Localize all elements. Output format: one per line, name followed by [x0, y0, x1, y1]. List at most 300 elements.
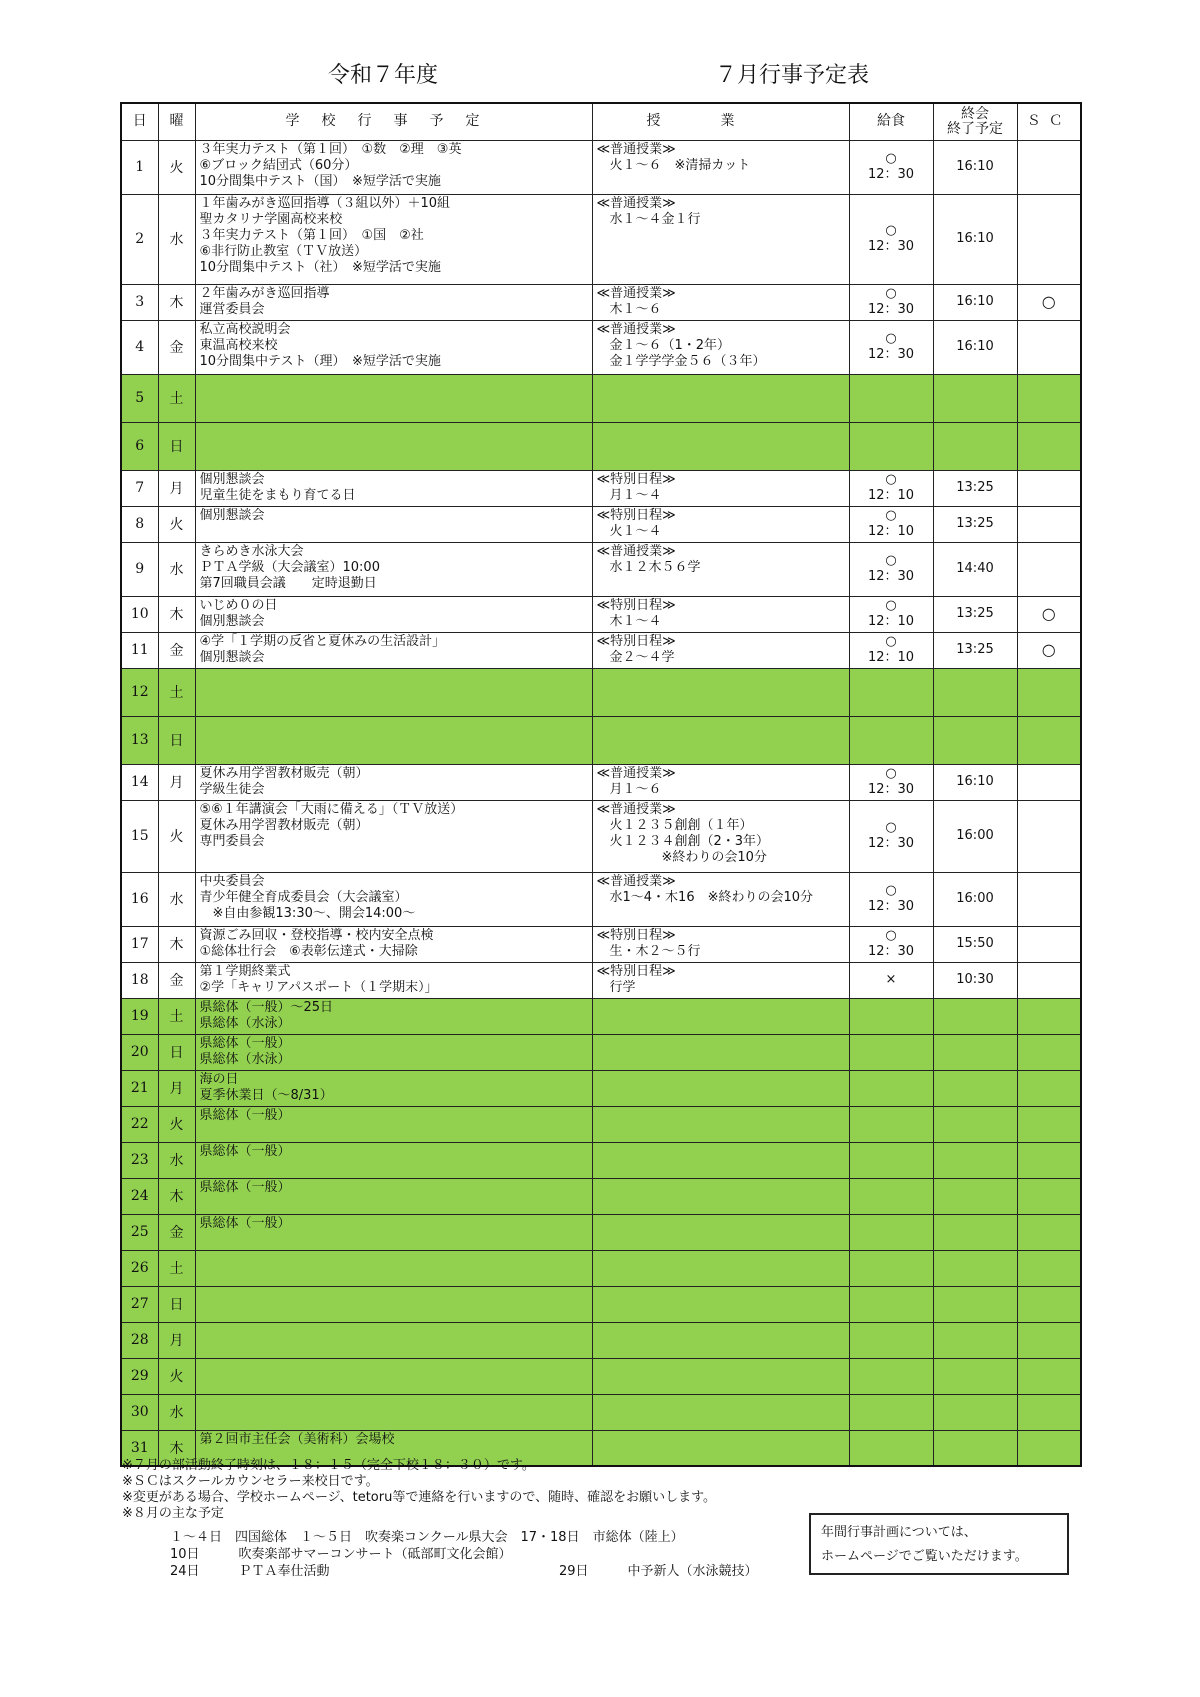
classes-cell — [592, 284, 849, 320]
day-number: 5 — [121, 374, 158, 422]
lunch-cell — [849, 1214, 933, 1250]
event-line: 県総体（一般）～25日 — [199, 999, 334, 1015]
lunch-line: ○ — [885, 508, 897, 523]
class-line: 火１２３５創創（１年） — [596, 817, 753, 833]
sc-cell — [1017, 1034, 1081, 1070]
event-line: １年歯みがき巡回指導（３組以外）＋10組 — [199, 195, 451, 211]
sc-cell — [1017, 800, 1081, 872]
day-of-week: 火 — [158, 800, 195, 872]
classes-cell — [592, 1070, 849, 1106]
header-day: 日 — [121, 103, 158, 140]
school-year-title: 令和７年度 — [328, 63, 439, 88]
lunch-cell — [849, 668, 933, 716]
end-time-cell — [933, 1034, 1017, 1070]
event-line: 10分間集中テスト（理） ※短学活で実施 — [199, 353, 441, 369]
day-of-week: 月 — [158, 1322, 195, 1358]
class-line: 火１２３４創創（2・3年） — [596, 833, 770, 849]
event-line: 県総体（一般） — [199, 1035, 291, 1051]
header-lunch: 給食 — [849, 103, 933, 140]
class-line: 生・木２～５行 — [596, 943, 701, 959]
classes-cell — [592, 1394, 849, 1430]
day-number: 3 — [121, 284, 158, 320]
end-time-cell: 13:25 — [933, 506, 1017, 542]
classes-cell — [592, 1178, 849, 1214]
end-time-cell — [933, 374, 1017, 422]
class-line: ≪特別日程≫ — [596, 471, 676, 487]
sc-cell — [1017, 926, 1081, 962]
lunch-line: 12：30 — [867, 944, 915, 959]
lunch-cell — [849, 1430, 933, 1466]
class-line: ≪特別日程≫ — [596, 633, 676, 649]
event-line: ２年歯みがき巡回指導 — [199, 285, 330, 301]
header-end-line2: 終了予定 — [947, 120, 1003, 137]
events-cell — [195, 1070, 592, 1106]
classes-cell — [592, 1106, 849, 1142]
lunch-cell — [849, 194, 933, 284]
events-cell — [195, 926, 592, 962]
classes-cell — [592, 998, 849, 1034]
day-of-week: 月 — [158, 1070, 195, 1106]
event-line: ※自由参観13:30～、開会14:00～ — [199, 905, 416, 921]
event-line: 児童生徒をまもり育てる日 — [199, 487, 356, 503]
lunch-cell — [849, 1106, 933, 1142]
event-line: ①総体壮行会 ⑥表彰伝達式・大掃除 — [199, 943, 418, 959]
day-of-week: 月 — [158, 470, 195, 506]
sc-cell — [1017, 872, 1081, 926]
day-of-week: 土 — [158, 374, 195, 422]
end-time-cell — [933, 1178, 1017, 1214]
events-cell — [195, 1250, 592, 1286]
class-line: ≪特別日程≫ — [596, 963, 676, 979]
event-line: 中央委員会 — [199, 873, 265, 889]
class-line: ≪普通授業≫ — [596, 141, 676, 157]
day-number: 4 — [121, 320, 158, 374]
header-end-time — [933, 103, 1017, 140]
homepage-info-box — [809, 1513, 1069, 1575]
classes-cell — [592, 422, 849, 470]
day-of-week: 日 — [158, 1034, 195, 1070]
sc-cell — [1017, 962, 1081, 998]
day-number: 7 — [121, 470, 158, 506]
sc-cell — [1017, 716, 1081, 764]
sc-cell — [1017, 668, 1081, 716]
classes-cell — [592, 632, 849, 668]
end-time-cell — [933, 1286, 1017, 1322]
lunch-line: 12：30 — [867, 782, 915, 797]
day-of-week: 金 — [158, 320, 195, 374]
event-line: 10分間集中テスト（社） ※短学活で実施 — [199, 259, 441, 275]
lunch-line: ○ — [885, 820, 897, 835]
sc-cell — [1017, 1106, 1081, 1142]
event-line: 夏季休業日（～8/31） — [199, 1087, 333, 1103]
event-line: 東温高校来校 — [199, 337, 278, 353]
lunch-line: ○ — [885, 883, 897, 898]
day-of-week: 水 — [158, 1394, 195, 1430]
day-of-week: 金 — [158, 1214, 195, 1250]
classes-cell — [592, 716, 849, 764]
event-line: 県総体（水泳） — [199, 1015, 291, 1031]
class-line: ≪普通授業≫ — [596, 321, 676, 337]
classes-cell — [592, 1286, 849, 1322]
table-row — [121, 1250, 1081, 1286]
lunch-cell — [849, 800, 933, 872]
sc-cell — [1017, 194, 1081, 284]
class-line: 金１学学学金５６（３年） — [596, 353, 766, 369]
august-plan-item: 24日 ＰＴＡ奉仕活動 — [170, 1564, 330, 1579]
table-row — [121, 596, 1081, 632]
events-cell — [195, 800, 592, 872]
sc-cell — [1017, 422, 1081, 470]
day-number: 11 — [121, 632, 158, 668]
class-line: ≪特別日程≫ — [596, 927, 676, 943]
end-time-cell: 13:25 — [933, 470, 1017, 506]
footnote: ※７月の部活動終了時刻は、１８：１５（完全下校１８：３０）です。 — [122, 1458, 535, 1473]
event-line: 県総体（一般） — [199, 1107, 291, 1123]
sc-cell: ○ — [1017, 632, 1081, 668]
table-row — [121, 998, 1081, 1034]
lunch-line: 12：30 — [867, 899, 915, 914]
day-of-week: 火 — [158, 506, 195, 542]
end-time-cell: 15:50 — [933, 926, 1017, 962]
end-time-cell — [933, 422, 1017, 470]
events-cell — [195, 1214, 592, 1250]
events-cell — [195, 1358, 592, 1394]
events-cell — [195, 1394, 592, 1430]
lunch-cell — [849, 1070, 933, 1106]
lunch-line: 12：30 — [867, 167, 915, 182]
lunch-cell — [849, 716, 933, 764]
class-line: 月１～６ — [596, 781, 662, 797]
lunch-line: ○ — [885, 634, 897, 649]
lunch-line: 12：10 — [867, 650, 915, 665]
day-of-week: 日 — [158, 422, 195, 470]
day-number: 13 — [121, 716, 158, 764]
day-number: 29 — [121, 1358, 158, 1394]
header-events: 学校行事予定 — [195, 103, 592, 140]
lunch-line: 12：30 — [867, 569, 915, 584]
lunch-line: 12：30 — [867, 239, 915, 254]
schedule-table — [120, 102, 1082, 1467]
day-of-week: 土 — [158, 668, 195, 716]
event-line: 夏休み用学習教材販売（朝） — [199, 817, 369, 833]
day-number: 28 — [121, 1322, 158, 1358]
end-time-cell: 16:10 — [933, 764, 1017, 800]
day-number: 25 — [121, 1214, 158, 1250]
sc-cell — [1017, 998, 1081, 1034]
lunch-cell — [849, 1034, 933, 1070]
sc-cell: ○ — [1017, 596, 1081, 632]
lunch-line: ○ — [885, 151, 897, 166]
lunch-cell — [849, 1250, 933, 1286]
sc-cell: ○ — [1017, 284, 1081, 320]
end-time-cell — [933, 1214, 1017, 1250]
table-row — [121, 668, 1081, 716]
events-cell — [195, 632, 592, 668]
table-row — [121, 284, 1081, 320]
class-line: ≪普通授業≫ — [596, 801, 676, 817]
end-time-cell — [933, 1322, 1017, 1358]
table-row — [121, 1358, 1081, 1394]
end-time-cell: 16:10 — [933, 194, 1017, 284]
lunch-line: 12：30 — [867, 302, 915, 317]
table-row — [121, 1394, 1081, 1430]
table-row — [121, 506, 1081, 542]
table-row — [121, 764, 1081, 800]
table-row — [121, 926, 1081, 962]
sc-cell — [1017, 374, 1081, 422]
class-line: 金２～４学 — [596, 649, 675, 665]
table-row — [121, 470, 1081, 506]
events-cell — [195, 1106, 592, 1142]
lunch-cell — [849, 926, 933, 962]
classes-cell — [592, 374, 849, 422]
day-number: 1 — [121, 140, 158, 194]
class-line: ≪普通授業≫ — [596, 873, 676, 889]
event-line: 県総体（一般） — [199, 1179, 291, 1195]
day-number: 16 — [121, 872, 158, 926]
events-cell — [195, 422, 592, 470]
classes-cell — [592, 1322, 849, 1358]
lunch-line: 12：10 — [867, 614, 915, 629]
end-time-cell — [933, 716, 1017, 764]
lunch-line: ○ — [885, 553, 897, 568]
class-line: 木１～４ — [596, 613, 662, 629]
lunch-cell — [849, 374, 933, 422]
day-of-week: 水 — [158, 872, 195, 926]
day-of-week: 日 — [158, 716, 195, 764]
events-cell — [195, 320, 592, 374]
sc-cell — [1017, 1178, 1081, 1214]
events-cell — [195, 542, 592, 596]
lunch-line: ○ — [885, 286, 897, 301]
footnote: ※変更がある場合、学校ホームページ、tetoru等で連絡を行いますので、随時、確認をお願いします。 — [122, 1490, 717, 1505]
event-line: 聖カタリナ学園高校来校 — [199, 211, 343, 227]
august-plan-item: 29日 中予新人（水泳競技） — [559, 1564, 758, 1579]
sc-cell — [1017, 1142, 1081, 1178]
end-time-cell — [933, 1106, 1017, 1142]
lunch-cell — [849, 998, 933, 1034]
classes-cell — [592, 320, 849, 374]
lunch-cell — [849, 1322, 933, 1358]
event-line: 個別懇談会 — [199, 649, 265, 665]
day-of-week: 火 — [158, 140, 195, 194]
classes-cell — [592, 764, 849, 800]
event-line: 専門委員会 — [199, 833, 265, 849]
event-line: ⑤⑥１年講演会「大雨に備える」（ＴＶ放送） — [199, 801, 464, 817]
classes-cell — [592, 1250, 849, 1286]
end-time-cell: 16:00 — [933, 800, 1017, 872]
table-row — [121, 632, 1081, 668]
end-time-cell: 16:10 — [933, 284, 1017, 320]
end-time-cell — [933, 1070, 1017, 1106]
sc-cell — [1017, 506, 1081, 542]
event-line: 海の日 — [199, 1071, 239, 1087]
end-time-cell — [933, 1142, 1017, 1178]
event-line: 10分間集中テスト（国） ※短学活で実施 — [199, 173, 441, 189]
events-cell — [195, 1178, 592, 1214]
table-row — [121, 716, 1081, 764]
table-row — [121, 1070, 1081, 1106]
event-line: 県総体（水泳） — [199, 1051, 291, 1067]
class-line: ≪特別日程≫ — [596, 597, 676, 613]
table-row — [121, 374, 1081, 422]
lunch-cell — [849, 1142, 933, 1178]
sc-cell — [1017, 764, 1081, 800]
class-line: ≪普通授業≫ — [596, 543, 676, 559]
sc-cell — [1017, 1250, 1081, 1286]
day-of-week: 水 — [158, 194, 195, 284]
classes-cell — [592, 926, 849, 962]
lunch-cell — [849, 1178, 933, 1214]
events-cell — [195, 194, 592, 284]
lunch-cell — [849, 542, 933, 596]
events-cell — [195, 596, 592, 632]
class-line: 火１～４ — [596, 523, 662, 539]
classes-cell — [592, 470, 849, 506]
event-line: 第２回市主任会（美術科）会場校 — [199, 1431, 395, 1447]
day-of-week: 金 — [158, 632, 195, 668]
table-row — [121, 800, 1081, 872]
table-row — [121, 194, 1081, 284]
day-of-week: 木 — [158, 926, 195, 962]
table-row — [121, 140, 1081, 194]
class-line: 金１～６（1・2年） — [596, 337, 731, 353]
event-line: 運営委員会 — [199, 301, 265, 317]
class-line: ≪普通授業≫ — [596, 285, 676, 301]
end-time-cell — [933, 1430, 1017, 1466]
day-of-week: 日 — [158, 1286, 195, 1322]
events-cell — [195, 716, 592, 764]
end-time-cell: 16:00 — [933, 872, 1017, 926]
class-line: 月１～４ — [596, 487, 662, 503]
lunch-line: ○ — [885, 223, 897, 238]
day-number: 27 — [121, 1286, 158, 1322]
event-line: 夏休み用学習教材販売（朝） — [199, 765, 369, 781]
day-number: 17 — [121, 926, 158, 962]
events-cell — [195, 668, 592, 716]
table-row — [121, 1142, 1081, 1178]
events-cell — [195, 140, 592, 194]
day-number: 15 — [121, 800, 158, 872]
events-cell — [195, 374, 592, 422]
classes-cell — [592, 962, 849, 998]
page-title: ７月行事予定表 — [715, 63, 870, 88]
day-number: 23 — [121, 1142, 158, 1178]
day-of-week: 土 — [158, 998, 195, 1034]
class-line: 行学 — [596, 979, 636, 995]
lunch-cell — [849, 1394, 933, 1430]
lunch-cell — [849, 140, 933, 194]
footnote: ※ＳＣはスクールカウンセラー来校日です。 — [122, 1474, 379, 1489]
event-line: ②学「キャリアパスポート（１学期末）」 — [199, 979, 438, 995]
footnote: ※８月の主な予定 — [122, 1506, 224, 1521]
end-time-cell — [933, 1250, 1017, 1286]
event-line: 県総体（一般） — [199, 1215, 291, 1231]
class-line: 木１～６ — [596, 301, 662, 317]
classes-cell — [592, 194, 849, 284]
sc-cell — [1017, 1070, 1081, 1106]
events-cell — [195, 506, 592, 542]
class-line: 火１～６ ※清掃カット — [596, 157, 751, 173]
day-number: 21 — [121, 1070, 158, 1106]
table-row — [121, 320, 1081, 374]
day-of-week: 木 — [158, 1178, 195, 1214]
day-number: 14 — [121, 764, 158, 800]
header-sc: ＳＣ — [1017, 103, 1081, 140]
table-row — [121, 1034, 1081, 1070]
events-cell — [195, 470, 592, 506]
end-time-cell — [933, 1358, 1017, 1394]
table-row — [121, 872, 1081, 926]
lunch-cell — [849, 764, 933, 800]
day-of-week: 水 — [158, 542, 195, 596]
day-of-week: 水 — [158, 1142, 195, 1178]
sc-cell — [1017, 1358, 1081, 1394]
events-cell — [195, 1034, 592, 1070]
event-line: いじめ０の日 — [199, 597, 278, 613]
lunch-line: ○ — [885, 598, 897, 613]
classes-cell — [592, 668, 849, 716]
lunch-line: ○ — [885, 928, 897, 943]
lunch-line: 12：10 — [867, 524, 915, 539]
day-number: 31 — [121, 1430, 158, 1466]
sc-cell — [1017, 542, 1081, 596]
lunch-cell — [849, 962, 933, 998]
event-line: ３年実力テスト（第１回） ①数 ②理 ③英 — [199, 141, 462, 157]
end-time-cell — [933, 1394, 1017, 1430]
lunch-cell — [849, 506, 933, 542]
lunch-cell — [849, 872, 933, 926]
events-cell — [195, 764, 592, 800]
footnotes — [122, 1458, 716, 1522]
end-time-cell — [933, 668, 1017, 716]
event-line: きらめき水泳大会 — [199, 543, 304, 559]
end-time-cell: 10:30 — [933, 962, 1017, 998]
classes-cell — [592, 1214, 849, 1250]
event-line: 個別懇談会 — [199, 471, 265, 487]
sc-cell — [1017, 1214, 1081, 1250]
classes-cell — [592, 140, 849, 194]
class-line: ※終わりの会10分 — [596, 849, 767, 865]
table-header-row — [121, 103, 1081, 140]
lunch-cell — [849, 422, 933, 470]
event-line: ＰＴＡ学級（大会議室）10:00 — [199, 559, 380, 575]
day-number: 24 — [121, 1178, 158, 1214]
day-of-week: 月 — [158, 764, 195, 800]
table-row — [121, 1178, 1081, 1214]
event-line: ⑥非行防止教室（ＴＶ放送） — [199, 243, 368, 259]
class-line: ≪特別日程≫ — [596, 507, 676, 523]
event-line: 学級生徒会 — [199, 781, 265, 797]
event-line: 私立高校説明会 — [199, 321, 291, 337]
end-time-cell: 13:25 — [933, 632, 1017, 668]
sc-cell — [1017, 470, 1081, 506]
day-number: 18 — [121, 962, 158, 998]
sc-cell — [1017, 140, 1081, 194]
end-time-cell: 14:40 — [933, 542, 1017, 596]
events-cell — [195, 962, 592, 998]
classes-cell — [592, 1142, 849, 1178]
lunch-cell — [849, 320, 933, 374]
classes-cell — [592, 872, 849, 926]
table-row — [121, 1322, 1081, 1358]
events-cell — [195, 284, 592, 320]
lunch-cell — [849, 596, 933, 632]
classes-cell — [592, 800, 849, 872]
table-row — [121, 1214, 1081, 1250]
day-of-week: 木 — [158, 1430, 195, 1466]
table-row — [121, 542, 1081, 596]
